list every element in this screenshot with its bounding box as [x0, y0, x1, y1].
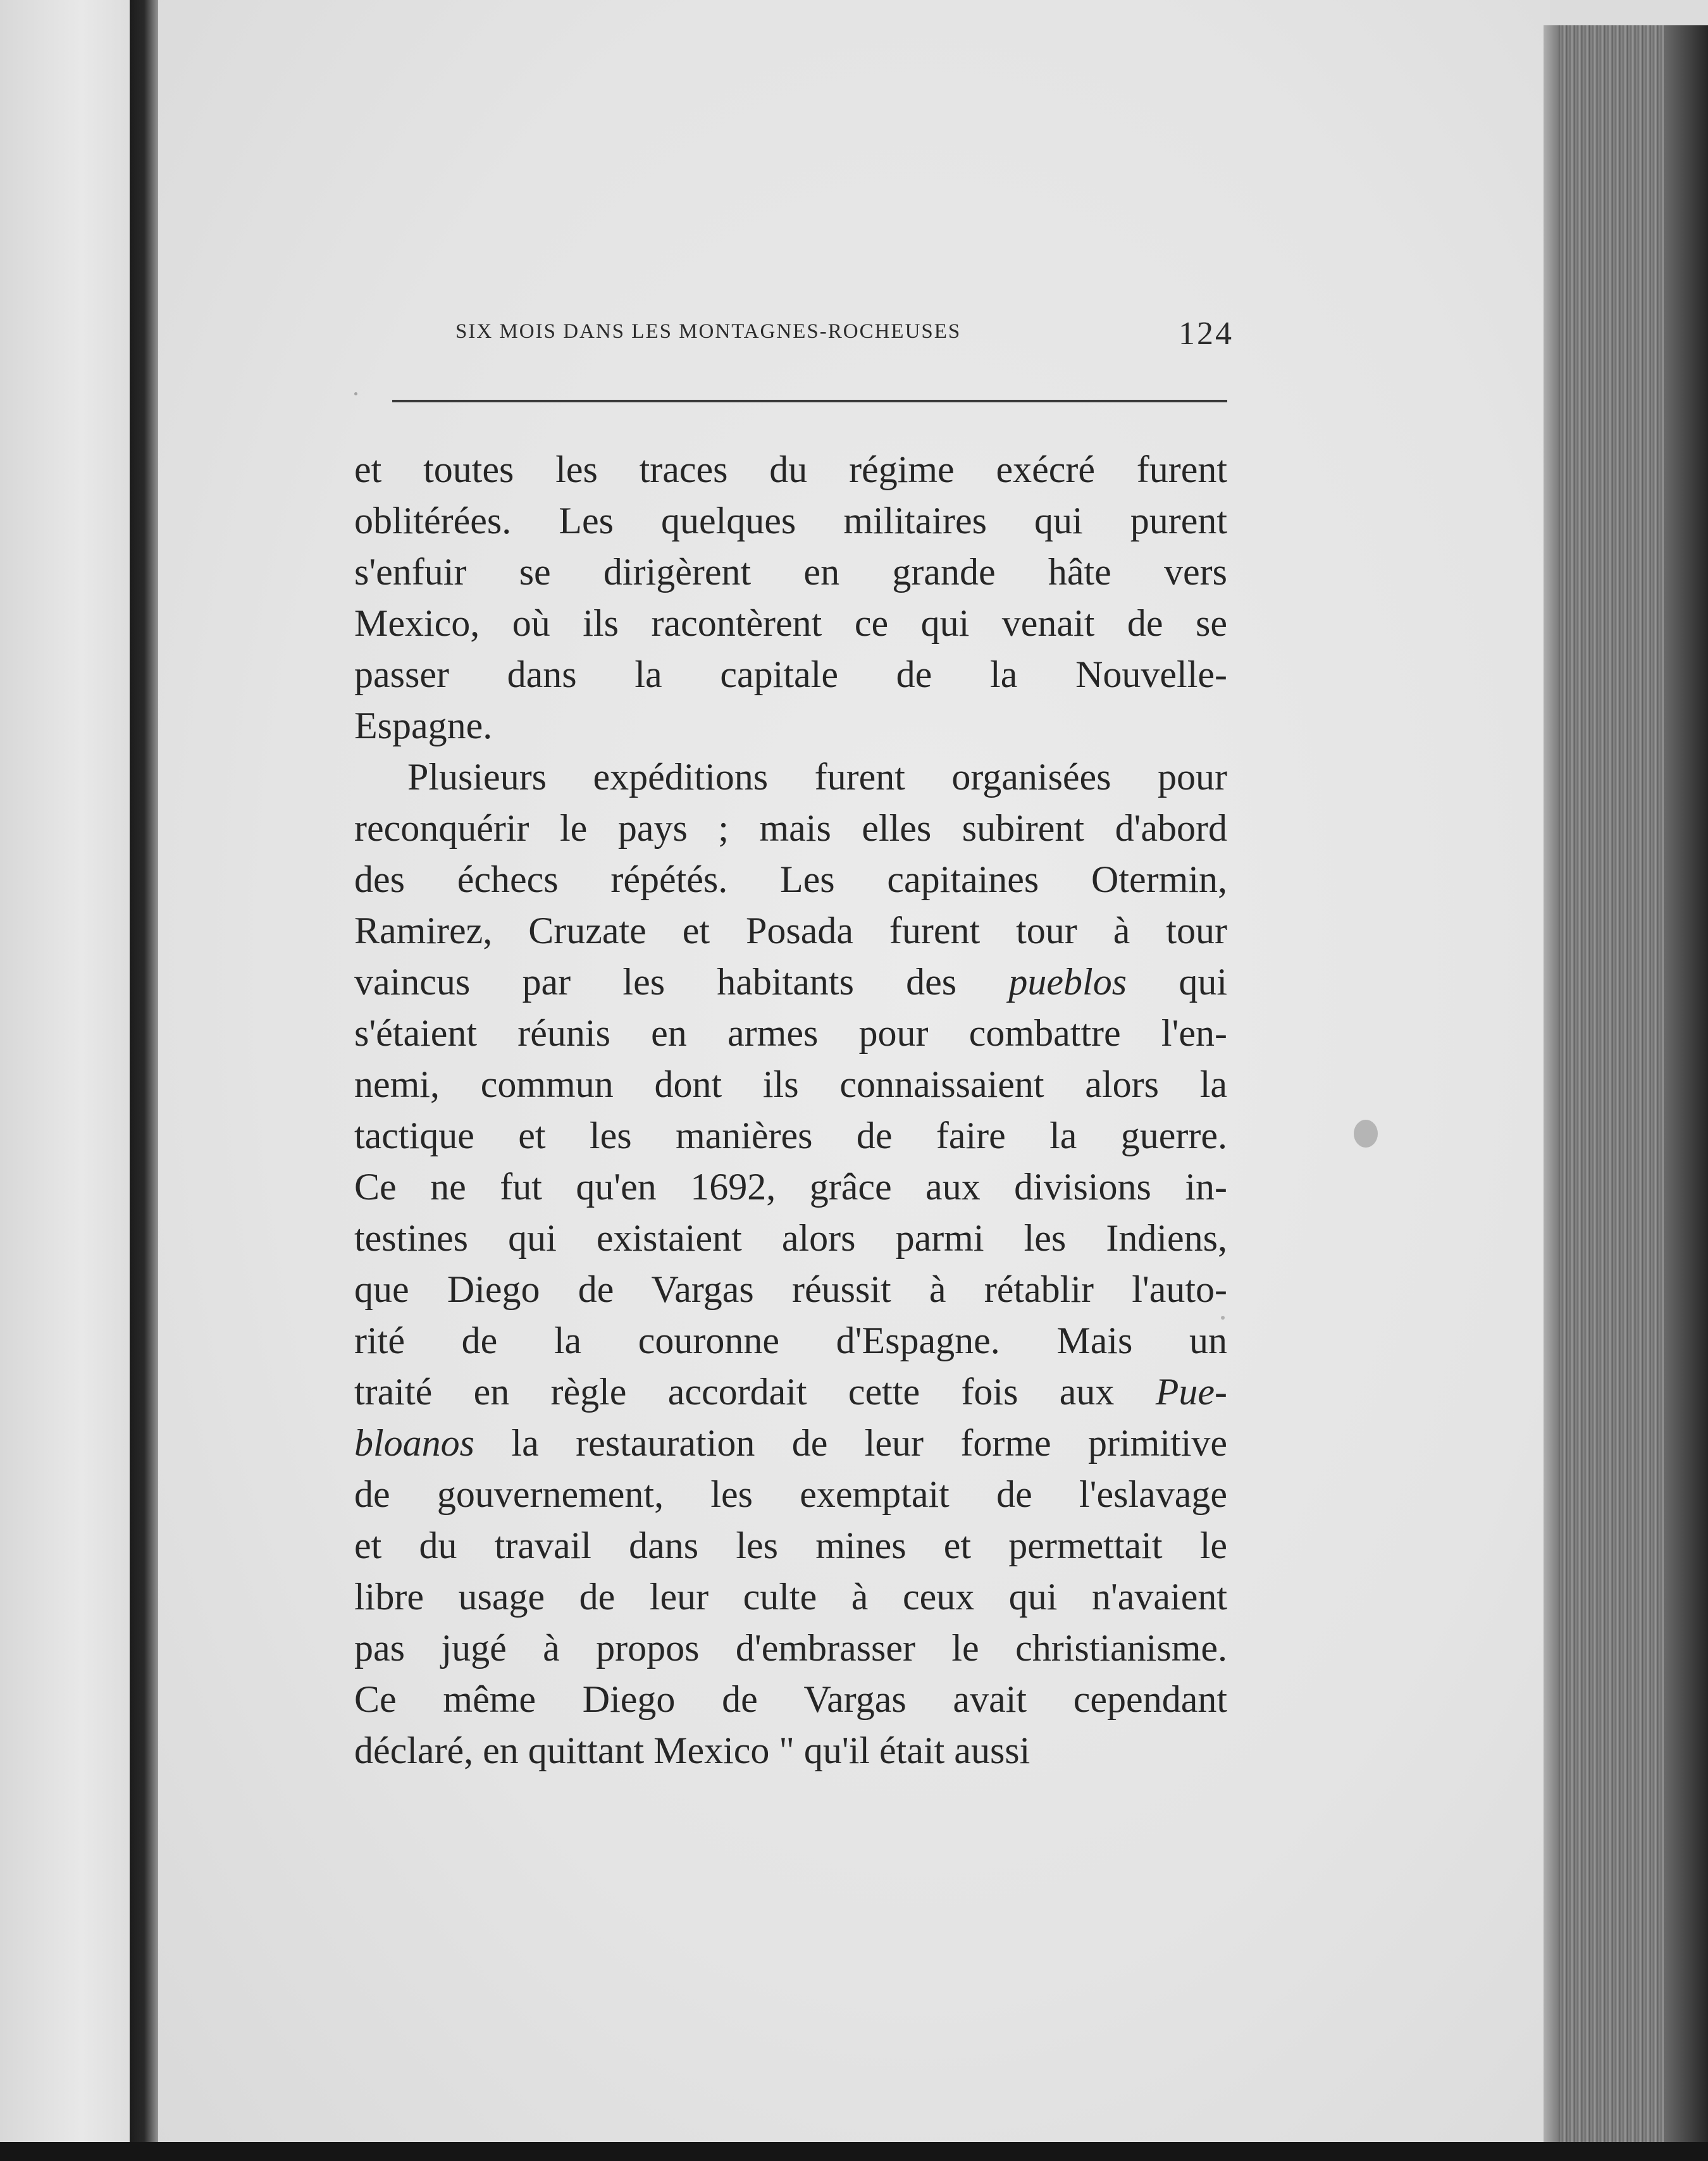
page-number: 124 [1179, 316, 1234, 352]
text-segment: traité en règle accordait cette fois aux [354, 1371, 1156, 1413]
facing-page-edge [0, 0, 136, 2161]
text-line: déclaré, en quittant Mexico " qu'il était aussi [354, 1730, 1030, 1771]
text-line: de gouvernement, les exemptait de l'eslavage [354, 1473, 1227, 1515]
header-rule [392, 400, 1227, 402]
text-line: tactique et les manières de faire la guerre. [354, 1115, 1227, 1156]
text-segment: la restauration de leur forme primitive [474, 1422, 1227, 1464]
text-line: Espagne. [354, 705, 493, 746]
paper-speck [354, 392, 357, 395]
italic-word: bloanos [354, 1422, 475, 1464]
text-line: s'enfuir se dirigèrent en grande hâte vers [354, 551, 1227, 593]
text-line: rité de la couronne d'Espagne. Mais un [354, 1320, 1227, 1361]
body-text [354, 444, 1227, 1776]
paragraph [354, 752, 1227, 1776]
text-line [354, 957, 1227, 1008]
running-title: SIX MOIS DANS LES MONTAGNES-ROCHEUSES [455, 320, 962, 343]
text-line: testines qui existaient alors parmi les Indiens, [354, 1217, 1227, 1259]
page-block-edges [1544, 25, 1708, 2161]
text-line: et du travail dans les mines et permettait le [354, 1525, 1227, 1566]
text-line: oblitérées. Les quelques militaires qui purent [354, 500, 1227, 542]
text-line: reconquérir le pays ; mais elles subirent d'abord [354, 807, 1227, 849]
text-line: libre usage de leur culte à ceux qui n'avaient [354, 1576, 1227, 1618]
text-line: Ce même Diego de Vargas avait cependant [354, 1678, 1227, 1720]
text-line: s'étaient réunis en armes pour combattre l'en- [354, 1012, 1227, 1054]
text-line: pas jugé à propos d'embrasser le christianisme. [354, 1627, 1227, 1669]
text-segment: qui [1127, 961, 1228, 1003]
paragraph [354, 444, 1227, 752]
text-line: des échecs répétés. Les capitaines Otermin, [354, 858, 1227, 900]
scan-border [0, 2142, 1708, 2161]
text-line: passer dans la capitale de la Nouvelle- [354, 653, 1227, 695]
italic-word: Pue- [1155, 1371, 1227, 1413]
text-line: Ramirez, Cruzate et Posada furent tour à tour [354, 910, 1227, 951]
book-gutter [130, 0, 159, 2161]
text-segment: vaincus par les habitants des [354, 961, 1009, 1003]
text-line: et toutes les traces du régime exécré furent [354, 449, 1227, 490]
text-line: Mexico, où ils racontèrent ce qui venait de se [354, 602, 1227, 644]
text-line [354, 1418, 1227, 1469]
text-line: Ce ne fut qu'en 1692, grâce aux divisions in- [354, 1166, 1227, 1208]
text-line [354, 1366, 1227, 1418]
running-head [455, 315, 1234, 353]
paper-speck [1354, 1120, 1378, 1148]
text-line: Plusieurs expéditions furent organisées pour [407, 756, 1227, 798]
italic-word: pueblos [1008, 961, 1127, 1003]
text-line: nemi, commun dont ils connaissaient alors la [354, 1063, 1227, 1105]
text-line: que Diego de Vargas réussit à rétablir l'auto- [354, 1268, 1227, 1310]
